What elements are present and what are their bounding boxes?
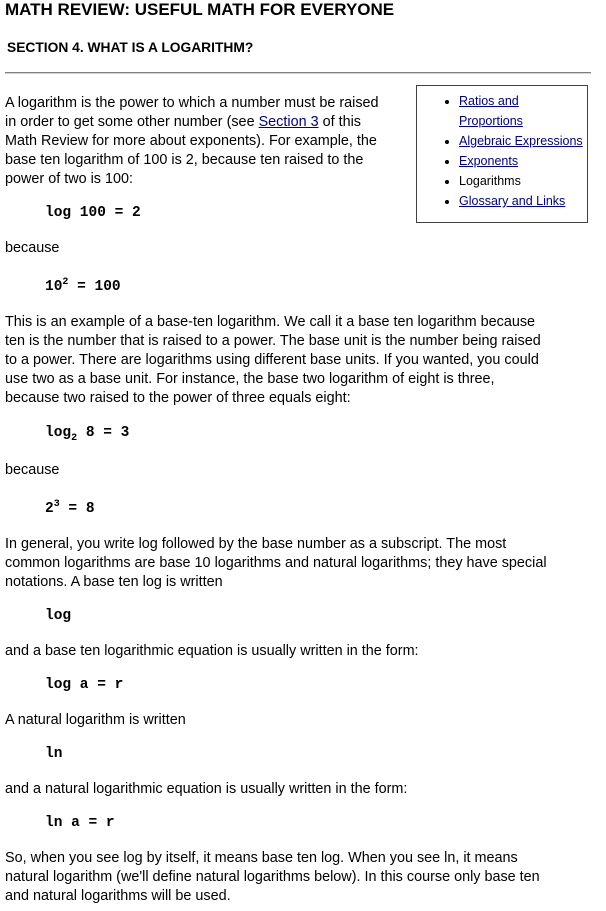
page-title: MATH REVIEW: USEFUL MATH FOR EVERYONE (5, 0, 395, 19)
natural-form-text: and a natural logarithmic equation is usually written in the form: (5, 781, 408, 797)
equation-ln-a-r: ln a = r (45, 815, 115, 831)
equation-ln: ln (45, 746, 63, 762)
because-text-2: because (5, 462, 60, 478)
section-3-link[interactable]: Section 3 (258, 114, 319, 130)
base-ten-paragraph: This is an example of a base-ten logarithm. We call it a base ten logarithm because ten is the number that is raised to a power. The base unit is the number being raised to a power. There are logarithms using different base units. If you wanted, you could use two as a base unit. For instance, the base two logarithm of eight is three, because two raised to the power of three equals eight: (5, 314, 541, 406)
nav-link-exponents[interactable]: Exponents (459, 154, 519, 168)
base-ten-form-text: and a base ten logarithmic equation is usually written in the form: (5, 643, 419, 659)
section-nav-box (416, 85, 588, 223)
nav-item-glossary (459, 191, 587, 211)
equation-2-cubed: $2^3 = 8$ (45, 499, 95, 517)
divider (5, 72, 591, 74)
intro-paragraph: A logarithm is the power to which a number must be raised in order to get some other number (see Section 3 of this Math Review for more about exponents). For example, the base ten logarithm of 100 is 2, because ten raised to the power of two is 100: (5, 95, 379, 187)
equation-10-squared: $10^2 = 100$ (45, 277, 121, 295)
nav-link-glossary-and-links[interactable]: Glossary and Links (459, 194, 566, 208)
nav-item-logarithms-current (459, 171, 587, 191)
equation-log: log (45, 608, 72, 624)
equation-log-a-r: log a = r (45, 677, 124, 693)
section-title: SECTION 4. WHAT IS A LOGARITHM? (7, 40, 254, 55)
general-paragraph: In general, you write log followed by the base number as a subscript. The most common logarithms are base 10 logarithms and natural logarithms; they have special notations. A base ten log is written (5, 536, 547, 590)
section-nav-list (417, 86, 587, 211)
because-text: because (5, 240, 60, 256)
natural-log-text: A natural logarithm is written (5, 712, 186, 728)
summary-paragraph: So, when you see log by itself, it means base ten log. When you see ln, it means natural logarithm (we'll define natural logarithms below). In this course only base ten and natural logarithms will be used. (5, 850, 540, 904)
nav-link-algebraic-expressions[interactable]: Algebraic Expressions (459, 134, 583, 148)
nav-item-ratios (459, 91, 587, 131)
nav-item-algebraic (459, 131, 587, 151)
nav-link-ratios-and-proportions[interactable]: Ratios and Proportions (459, 94, 523, 128)
nav-current-logarithms: Logarithms (459, 174, 521, 188)
nav-item-exponents (459, 151, 587, 171)
equation-log2-8: $\log_2 8 = 3$ (45, 425, 130, 444)
equation-log-100: log 100 = 2 (45, 205, 141, 221)
